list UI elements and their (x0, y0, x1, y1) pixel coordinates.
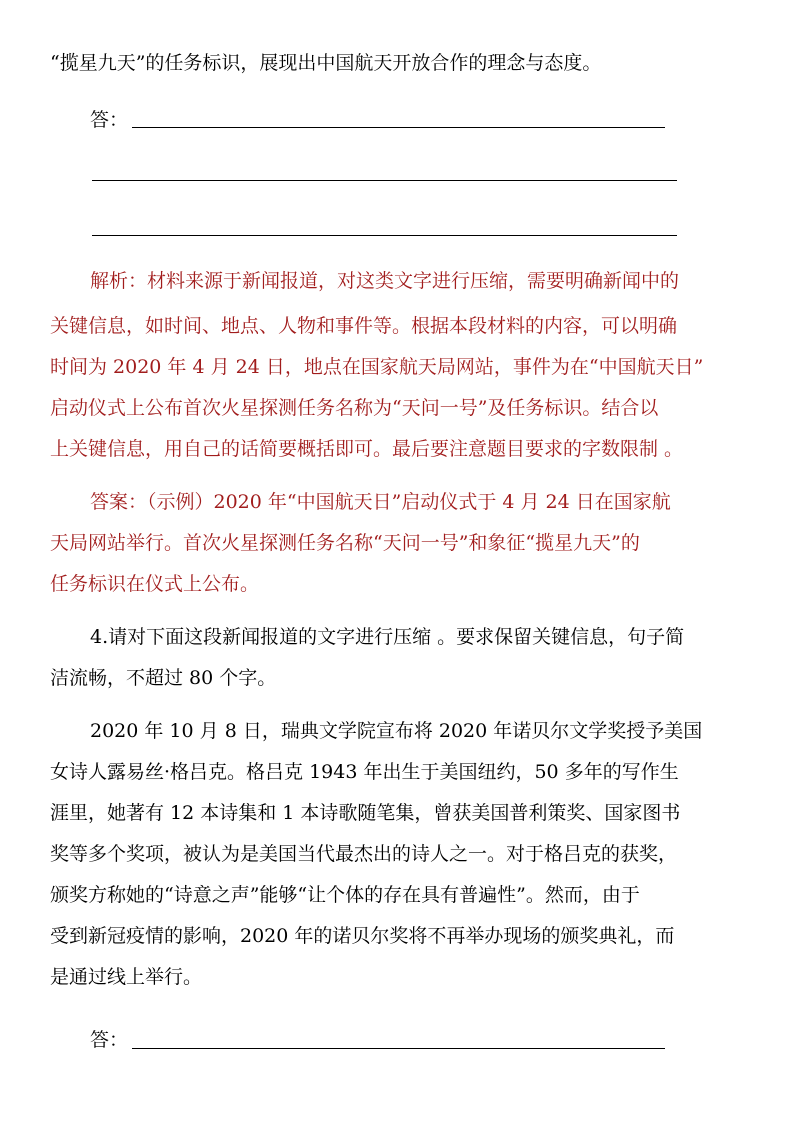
q3-analysis-line: 启动仪式上公布首次火星探测任务名称为“天问一号”及任务标识。结合以 (50, 397, 659, 419)
q4-material-line: 奖等多个奖项，被认为是美国当代最杰出的诗人之一。对于格吕克的获奖， (50, 843, 678, 865)
q3-answer-line: 天局网站举行。首次火星探测任务名称“天问一号”和象征“揽星九天”的 (50, 532, 640, 554)
q4-prompt-line: 洁流畅，不超过 80 个字。 (50, 667, 277, 689)
q4-answer-blank-1[interactable] (132, 1048, 665, 1049)
q4-prompt-line: 4.请对下面这段新闻报道的文字进行压缩 。要求保留关键信息，句子简 (90, 626, 685, 648)
q4-material-line: 是通过线上举行。 (50, 966, 203, 988)
q3-answer-line: 任务标识在仪式上公布。 (50, 573, 260, 595)
q3-answer-line: 答案：（示例）2020 年“中国航天日”启动仪式于 4 月 24 日在国家航 (90, 491, 671, 513)
q3-answer-label: 答： (90, 109, 129, 131)
q3-analysis-line: 时间为 2020 年 4 月 24 日，地点在国家航天局网站，事件为在“中国航天日” (50, 356, 704, 378)
q4-material-line: 涯里，她著有 12 本诗集和 1 本诗歌随笔集，曾获美国普利策奖、国家图书 (50, 802, 681, 824)
q3-analysis-line: 关键信息，如时间、地点、人物和事件等。根据本段材料的内容，可以明确 (50, 315, 678, 337)
q3-answer-blank-1[interactable] (132, 127, 665, 128)
q4-material-line: 女诗人露易丝·格吕克。格吕克 1943 年出生于美国纽约，50 多年的写作生 (50, 761, 679, 783)
q3-analysis-line: 解析：材料来源于新闻报道，对这类文字进行压缩，需要明确新闻中的 (90, 270, 680, 292)
q4-material-line: 颁奖方称她的“诗意之声”能够“让个体的存在具有普遍性”。然而，由于 (50, 884, 640, 906)
q3-tail-text: “揽星九天”的任务标识，展现出中国航天开放合作的理念与态度。 (50, 52, 602, 74)
q3-answer-blank-2[interactable] (92, 180, 677, 181)
q4-material-line: 受到新冠疫情的影响，2020 年的诺贝尔奖将不再举办现场的颁奖典礼，而 (50, 925, 675, 947)
q4-material-line: 2020 年 10 月 8 日，瑞典文学院宣布将 2020 年诺贝尔文学奖授予美国 (90, 720, 703, 742)
q3-answer-blank-3[interactable] (92, 235, 677, 236)
q3-analysis-line: 上关键信息，用自己的话简要概括即可。最后要注意题目要求的字数限制 。 (50, 438, 684, 460)
q4-answer-label: 答： (90, 1029, 129, 1051)
